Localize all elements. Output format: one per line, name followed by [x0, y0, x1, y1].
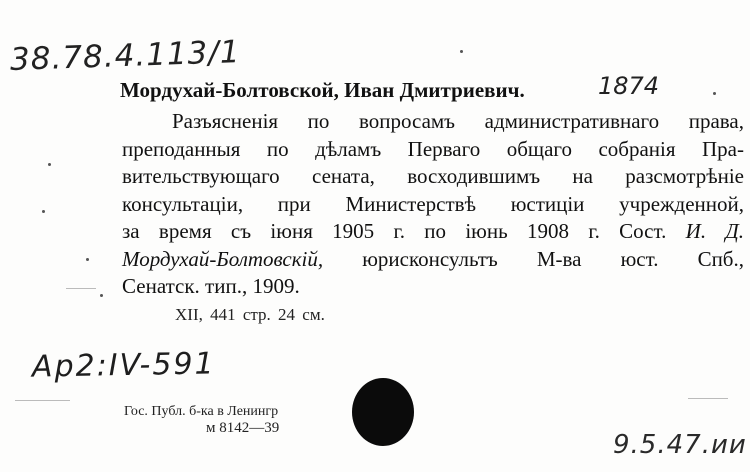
compiler-initials: И. Д. — [685, 219, 745, 243]
punch-hole — [352, 378, 414, 446]
speck — [100, 294, 103, 297]
faint-rule — [15, 400, 70, 401]
compiler-role: юрисконсультъ М-ва юст. — [362, 246, 659, 271]
author-heading: Мордухай-Болтовской, Иван Дмитриевич. — [120, 78, 525, 102]
shelf-mark: Ap2:IV-591 — [31, 346, 216, 385]
publication-place: Спб., — [697, 246, 744, 271]
faint-rule — [688, 398, 728, 399]
title-line: преподанныя по дѣламъ Перваго общаго собранія Пра- — [122, 136, 744, 161]
title-line: вительствующаго сената, восходившимъ на разсмотрѣніе — [122, 164, 744, 188]
faint-rule — [66, 288, 96, 289]
title-line-part: за время съ іюня 1905 г. по іюнь 1908 г. Сост. — [122, 219, 667, 243]
title-line — [122, 246, 744, 274]
corner-inventory-mark: 9.5.47.ии — [613, 430, 747, 460]
printer-code: м 8142—39 — [206, 420, 280, 436]
printer-imprint: Гос. Публ. б-ка в Ленингр — [124, 404, 279, 419]
title-line: консультаціи, при Министерствѣ юстиціи учрежденной, — [122, 191, 744, 216]
title-line — [122, 218, 744, 246]
imprint-line: Сенатск. тип., 1909. — [122, 274, 300, 298]
collation: XII, 441 стр. 24 см. — [175, 305, 325, 324]
author-birth-year: 1874 — [598, 72, 660, 100]
call-number: 38.78.4.113/1 — [9, 33, 242, 79]
speck — [713, 92, 716, 95]
speck — [42, 210, 45, 213]
speck — [86, 258, 89, 261]
bibliographic-description — [122, 108, 744, 301]
title-line: Разъясненія по вопросамъ административнаго права, — [172, 109, 744, 133]
compiler-name: Мордухай-Болтовскій, — [122, 246, 324, 271]
speck — [460, 50, 463, 53]
speck — [48, 163, 51, 166]
